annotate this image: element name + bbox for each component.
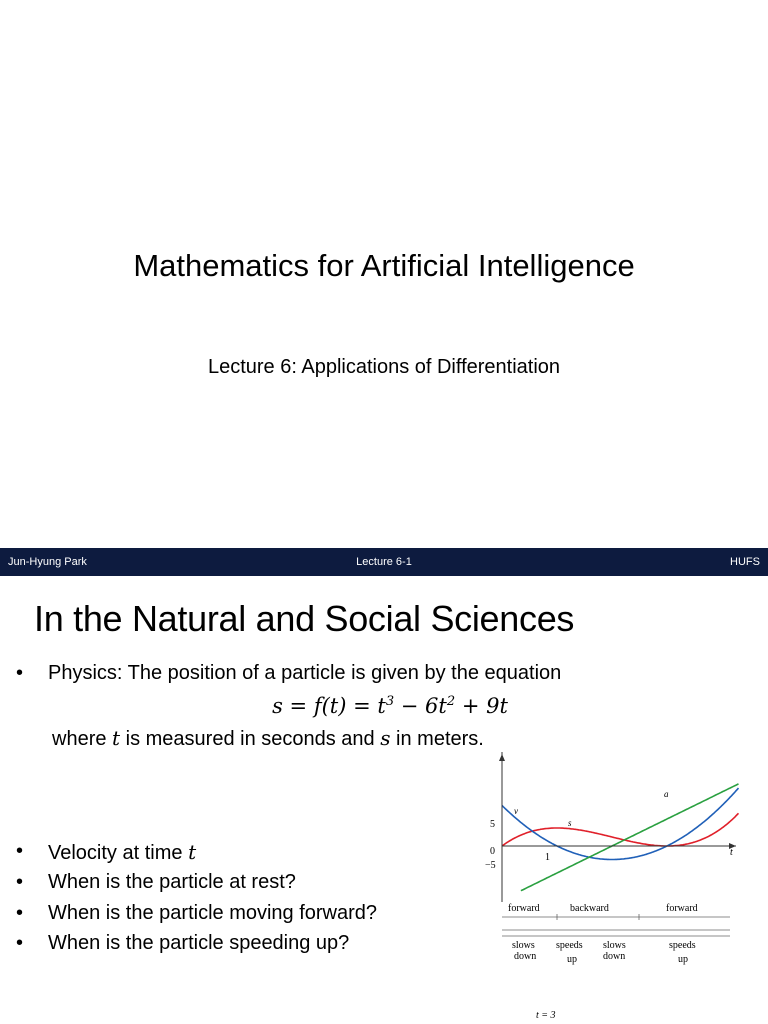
- y-tick-label: 5: [490, 819, 495, 830]
- footer-lecture: Lecture 6-1: [356, 556, 412, 568]
- footer-institution: HUFS: [730, 556, 760, 568]
- y-axis-arrow: [499, 754, 505, 761]
- speed-label: speeds: [669, 940, 696, 951]
- y-tick-label: 0: [490, 846, 495, 857]
- x-axis-label: t: [730, 847, 733, 858]
- direction-label: forward: [666, 903, 698, 914]
- units-description: where t is measured in seconds and s in meters.: [52, 726, 484, 750]
- math-var-t: t: [188, 840, 197, 864]
- speed-label: up: [567, 954, 577, 965]
- x-tick-label: 1: [545, 852, 550, 863]
- speed-label: up: [678, 954, 688, 965]
- bullet-icon: •: [16, 662, 24, 684]
- series-label-s: s: [568, 818, 572, 828]
- bullet-text: [48, 840, 196, 865]
- position-equation: $s = f(t) = t^3 - 6t^2 + 9t$: [272, 694, 508, 718]
- direction-label: backward: [570, 903, 609, 914]
- bullet-icon: •: [16, 840, 24, 862]
- bullet-text-main: Velocity at time: [48, 842, 183, 864]
- bullet-text: Physics: The position of a particle is given by the equation: [48, 662, 562, 684]
- series-line-v: [502, 788, 739, 859]
- speed-label: down: [603, 951, 626, 962]
- motion-graph: [474, 752, 744, 1024]
- series-line-s: [502, 813, 739, 846]
- graph-curves: [502, 784, 739, 891]
- slide-title: In the Natural and Social Sciences: [34, 598, 575, 639]
- bullet-icon: •: [16, 902, 24, 924]
- series-label-a: a: [664, 789, 669, 799]
- content-slide: [0, 576, 768, 1024]
- footer-bar: [0, 548, 768, 576]
- speed-label: slows: [603, 940, 626, 951]
- speed-label: down: [514, 951, 537, 962]
- footer-author: Jun-Hyung Park: [8, 556, 87, 568]
- bullet-text: When is the particle speeding up?: [48, 932, 350, 954]
- bullet-text: When is the particle moving forward?: [48, 902, 378, 924]
- direction-label: forward: [508, 903, 540, 914]
- bullet-text: When is the particle at rest?: [48, 871, 296, 893]
- speed-label: speeds: [556, 940, 583, 951]
- bullet-icon: •: [16, 932, 24, 954]
- bullet-icon: •: [16, 871, 24, 893]
- course-title: Mathematics for Artificial Intelligence: [133, 248, 635, 283]
- bottom-label: t = 3: [536, 1010, 556, 1021]
- speed-label: slows: [512, 940, 535, 951]
- y-tick-label: −5: [485, 860, 496, 871]
- lecture-subtitle: Lecture 6: Applications of Differentiation: [207, 356, 561, 378]
- series-label-v: v: [514, 806, 518, 816]
